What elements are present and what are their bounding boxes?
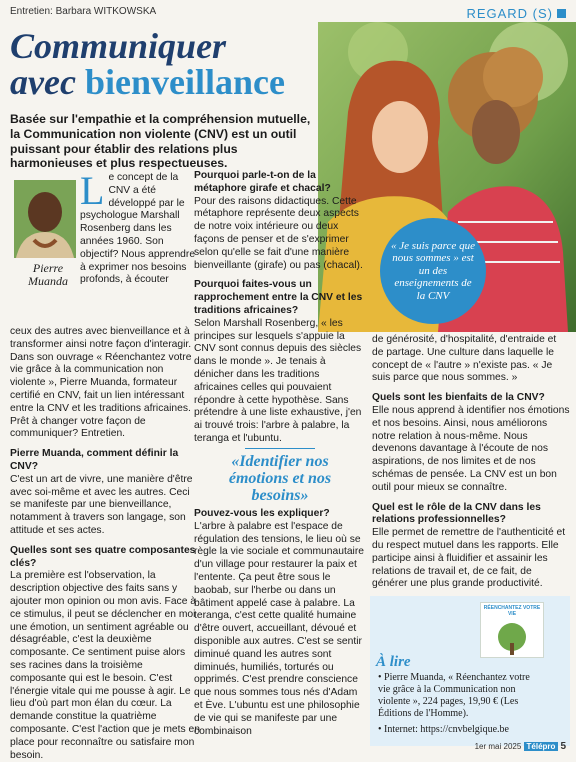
page-footer: 1er mai 2025 Télépro 5: [474, 741, 566, 752]
question: Quel est le rôle de la CNV dans les relations professionnelles?: [372, 501, 541, 526]
question: Quels sont les bienfaits de la CNV?: [372, 392, 545, 404]
question: Quelles sont ses quatre composantes clés?: [10, 544, 196, 569]
portrait-caption: Pierre Muanda: [28, 261, 68, 288]
lead-paragraph: Basée sur l'empathie et la compréhension mutuelle, la Communication non violente (CNV) est un outil puissant pour établir des relations plus harmonieuses et plus respectueuses.: [10, 112, 311, 171]
section-square-icon: [557, 9, 566, 18]
question: Pouvez-vous les expliquer?: [194, 508, 330, 519]
article-title: Communiquer avec bienveillance: [10, 26, 285, 102]
box-text: • Pierre Muanda, « Réenchantez votre vie grâce à la Communication non violente », 224 pages, 19,90 € (Les Éditions de l'Homme). • Internet: https://cnvbelgique.be: [378, 672, 530, 735]
box-heading: À lire: [376, 654, 411, 670]
portrait-photo: [14, 180, 76, 258]
col1-intro: Le concept de la CNV a été développé par le psychologue Marshall Rosenberg dans les années 1960. Son objectif? Nous apprendre à exprimer nos besoins profonds, à écouter: [80, 168, 196, 286]
column-1: ceux des autres avec bienveillance et à transformer ainsi notre façon d'interagir. Dans son ouvrage « Réenchantez votre vie grâce à la communication non violente », Pierre Muanda, formateur certifié en CNV, fait un lien intéressant entre la CNV et les traditions africaines. Prêt à changer votre façon de communiquer? Entretien. Pierre Muanda, comment définir la CNV? C'est un art de vivre, une manière d'être avec soi-même et avec les autres. Ceci se manifeste par une bienveillance, notamment à travers son langage, son attitude et ses actes. Quelles sont ses quatre composantes clés? La première est l'observation, la description objective des faits sans y ajouter mon opinion ou mon avis. Face à ce stimulus, il peut se déclencher en moi une émotion, un sentiment agréable ou désagréable, c'est la deuxième composante. Ce sentiment puise alors ses racines dans la troisième composante qui est le besoin. C'est l'énergie vitale qui me pousse à agir. Le lieu d'où part mon élan du cœur. La demande constitue la quatrième composante. C'est l'action que je mets en place pour reconnaître ou satisfaire mon besoin.: [10, 326, 200, 761]
column-2-bottom: Pouvez-vous les expliquer? L'arbre à palabre est l'espace de régulation des tensions, le lieu où se règle la vie sociale et communautaire d'un village pour restaurer la paix et l'entente. Ça peut être sous le baobab, sur l'herbe ou dans un bâtiment appelé case à palabre. La teranga, c'est cette qualité humaine d'être ouvert, accueillant, dévoué et disponible aux autres. C'est se sentir diminué quand les autres sont diminués, humiliés, torturés ou opprimés. C'est prendre conscience que nous sommes tous nés d'Adam et Ève. L'ubuntu est une philosophie de vie qui se manifeste par une combinaison: [194, 508, 364, 737]
section-label: REGARD (S): [466, 6, 566, 21]
pull-quote: «Identifier nos émotions et nos besoins»: [206, 448, 354, 504]
question: Pourquoi faites-vous un rapprochement entre la CNV et les traditions africaines?: [194, 279, 363, 316]
dropcap: L: [80, 168, 105, 213]
column-3: de générosité, d'hospitalité, d'entraide et de partage. Une culture dans laquelle le concept de « l'autre » n'existe pas. « Je suis parce que nous sommes. » Quels sont les bienfaits de la CNV? Elle nous apprend à identifier nos émotions et nos besoins. Ainsi, nous améliorons notre relation à nous-même. Nous devenons davantage à l'écoute de nos aspirations, de nos limites et de nos schémas de pensée. La CNV est un bon outil pour mieux se connaître. Quel est le rôle de la CNV dans les relations professionnelles? Elle permet de remettre de l'authenticité et du respect mutuel dans les rapports. Elle participe ainsi à fluidifier et assainir les relations de travail et, de ce fait, de générer une plus grande productivité.: [372, 334, 570, 590]
author-credit: Entretien: Barbara WITKOWSKA: [10, 6, 157, 17]
magazine-logo: Télépro: [524, 742, 559, 751]
question: Pierre Muanda, comment définir la CNV?: [10, 448, 179, 472]
book-cover: RÉENCHANTEZ VOTRE VIE: [480, 602, 544, 658]
question: Pourquoi parle-t-on de la métaphore girafe et chacal?: [194, 170, 331, 194]
column-2-top: Pourquoi parle-t-on de la métaphore girafe et chacal? Pour des raisons didactiques. Cette métaphore représente deux aspects de notre voix intérieure ou deux façons de penser et de s'exprimer selon qu'elle se fait d'une manière bienveillante (girafe) ou pas (chacal). Pourquoi faites-vous un rapprochement entre la CNV et les traditions africaines? Selon Marshall Rosenberg, « les principes sur lesquels s'appuie la CNV sont connus depuis des siècles dans le monde ». Je tenais à dénicher dans les traditions africaines celles qui pouvaient répondre à cette hypothèse. Sans prétendre à une liste exhaustive, j'en ai trouvé trois: l'arbre à palabre, la teranga et l'ubuntu.: [194, 170, 363, 444]
quote-circle: « Je suis parce que nous sommes » est un des enseignements de la CNV: [380, 218, 486, 324]
